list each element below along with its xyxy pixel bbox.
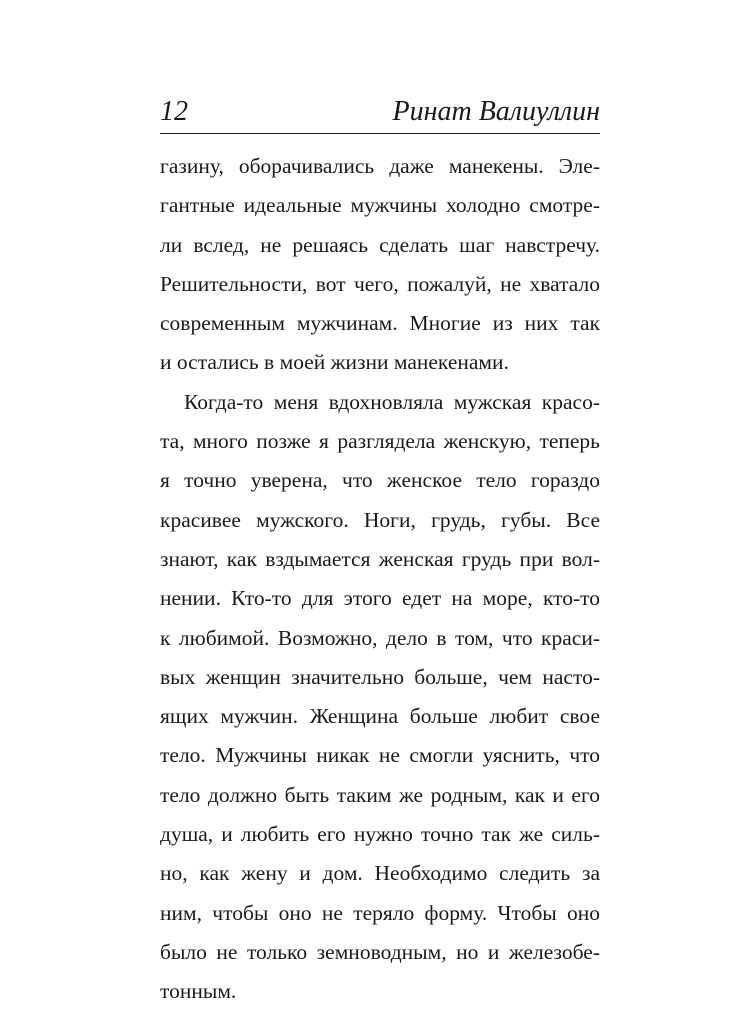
text-line: знают, как вздымается женская грудь при вол-: [160, 546, 600, 571]
text-line: я точно уверена, что женское тело гораздо: [160, 468, 600, 493]
text-line: гантные идеальные мужчины холодно смотре-: [160, 193, 600, 218]
running-head-author: Ринат Валиуллин: [392, 96, 600, 127]
paragraph: [160, 147, 600, 383]
text-line: вых женщин значительно больше, чем насто-: [160, 664, 600, 689]
text-line: тело. Мужчины никак не смогли уяснить, что: [160, 743, 600, 768]
page-header: [160, 92, 600, 132]
text-line: Когда-то меня вдохновляла мужская красо-: [184, 389, 600, 414]
text-line: и остались в моей жизни манекенами.: [160, 350, 509, 375]
text-line: было не только земноводным, но и железобе-: [160, 939, 600, 964]
text-line: душа, и любить его нужно точно так же силь-: [160, 822, 600, 847]
text-line: тонным.: [160, 979, 237, 1004]
page-number: 12: [160, 96, 188, 127]
body-text: [160, 147, 600, 1012]
text-line: к любимой. Возможно, дело в том, что краси-: [160, 625, 600, 650]
text-line: красивее мужского. Ноги, грудь, губы. Все: [160, 507, 600, 532]
text-line: ли вслед, не решаясь сделать шаг навстречу.: [160, 232, 600, 257]
text-line: тело должно быть таким же родным, как и его: [160, 782, 600, 807]
header-rule: [160, 133, 600, 134]
text-line: но, как жену и дом. Необходимо следить за: [160, 861, 600, 886]
text-line: ящих мужчин. Женщина больше любит свое: [160, 704, 600, 729]
text-line: ним, чтобы оно не теряло форму. Чтобы оно: [160, 900, 600, 925]
text-line: нении. Кто-то для этого едет на море, кто-то: [160, 586, 600, 611]
text-line: газину, оборачивались даже манекены. Эле-: [160, 154, 600, 178]
text-line: Решительности, вот чего, пожалуй, не хватало: [160, 271, 600, 296]
paragraph: [160, 383, 600, 1012]
text-line: современным мужчинам. Многие из них так: [160, 311, 600, 336]
text-line: та, много позже я разглядела женскую, теперь: [160, 429, 600, 454]
